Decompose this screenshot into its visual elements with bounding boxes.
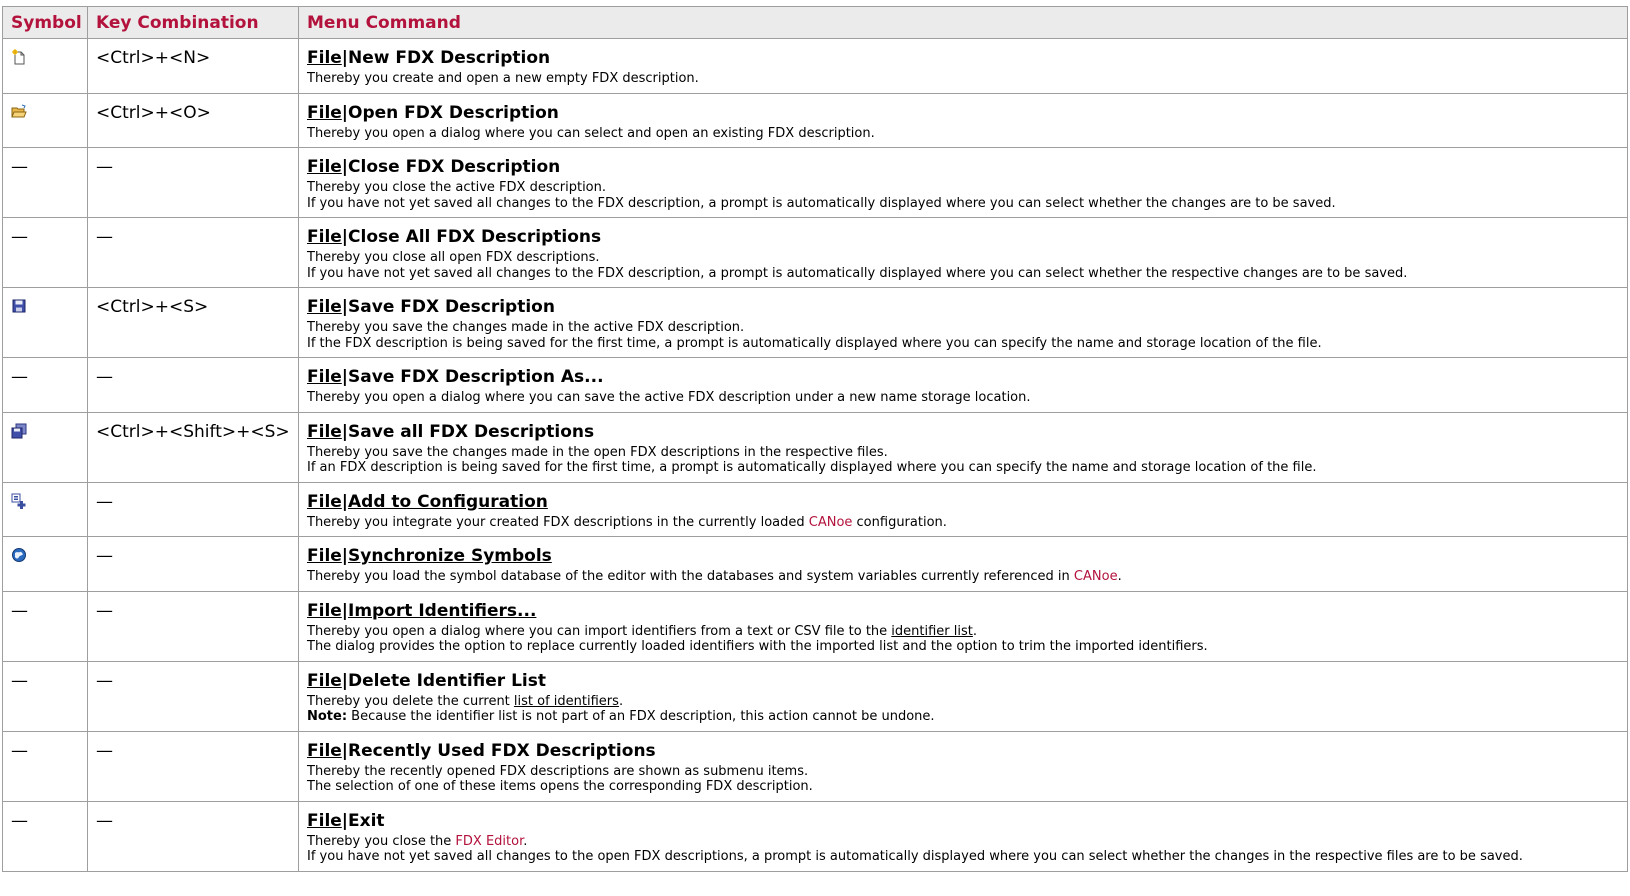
command-description: Thereby you open a dialog where you can import identifiers from a text or CSV file to the identifier list. (307, 623, 978, 639)
menu-name-link[interactable]: File (307, 810, 342, 831)
symbol-none: — (11, 670, 28, 691)
menu-name-link[interactable]: File (307, 157, 342, 177)
command-description: Thereby you close the FDX Editor. (307, 833, 528, 849)
command-description-detail: The dialog provides the option to replace currently loaded identifiers with the imported list and the option to trim the imported identifiers. (307, 639, 1208, 654)
key-combination: — (88, 218, 299, 288)
key-combination: — (88, 148, 299, 218)
symbol-none: — (11, 600, 28, 621)
key-combination: <Ctrl>+<Shift>+<S> (88, 412, 299, 482)
command-description-detail: If you have not yet saved all changes to the FDX description, a prompt is automatically displayed where you can select whether the changes are to be saved. (307, 195, 1336, 211)
menu-command-cell (299, 412, 1628, 482)
menu-command-cell (299, 801, 1628, 871)
menu-separator: | (341, 546, 349, 566)
command-title (307, 157, 1619, 178)
key-combination: <Ctrl>+<N> (88, 39, 299, 94)
command-title (307, 546, 1619, 567)
command-title (307, 671, 1619, 692)
command-title (307, 741, 1619, 762)
menu-name-link[interactable]: File (307, 600, 342, 621)
command-name: Open FDX Description (348, 102, 559, 123)
table-row (3, 358, 1628, 413)
command-description: Thereby you close all open FDX descriptions. (307, 250, 600, 265)
command-description: Thereby you open a dialog where you can save the active FDX description under a new name storage location. (307, 390, 1031, 405)
menu-name-link[interactable]: File (307, 102, 342, 123)
command-name: Save FDX Description (348, 297, 555, 317)
symbol-none: — (11, 367, 28, 387)
menu-command-cell (299, 358, 1628, 413)
menu-command-cell (299, 288, 1628, 358)
key-combination: — (88, 482, 299, 537)
table-header-row (3, 7, 1628, 39)
menu-name-link[interactable]: File (307, 227, 342, 247)
command-description: Thereby you delete the current list of identifiers. (307, 693, 624, 709)
command-name: Save FDX Description As... (348, 367, 604, 387)
symbol-cell (3, 537, 88, 592)
symbol-cell (3, 731, 88, 801)
menu-command-cell (299, 731, 1628, 801)
product-link[interactable]: CANoe (808, 514, 853, 530)
menu-separator: | (341, 367, 349, 387)
table-row (3, 731, 1628, 801)
key-combination: — (88, 358, 299, 413)
symbol-cell (3, 482, 88, 537)
command-name[interactable]: Import Identifiers... (348, 600, 537, 621)
key-combination: <Ctrl>+<S> (88, 288, 299, 358)
symbol-cell (3, 148, 88, 218)
header-menu-command: Menu Command (299, 7, 1628, 39)
table-row (3, 537, 1628, 592)
command-title (307, 227, 1619, 248)
menu-separator: | (341, 740, 349, 761)
command-name: Delete Identifier List (348, 670, 547, 691)
menu-separator: | (341, 491, 349, 512)
table-row (3, 412, 1628, 482)
command-description-detail: If an FDX description is being saved for the first time, a prompt is automatically displayed where you can specify the name and storage location of the file. (307, 460, 1317, 475)
command-description: Thereby you save the changes made in the active FDX description. (307, 320, 745, 335)
menu-name-link[interactable]: File (307, 546, 342, 566)
key-combination: — (88, 731, 299, 801)
command-title (307, 103, 1619, 124)
symbol-cell (3, 218, 88, 288)
new-document-icon (11, 49, 27, 65)
command-title (307, 367, 1619, 388)
menu-command-cell (299, 537, 1628, 592)
command-description-detail: If you have not yet saved all changes to the open FDX descriptions, a prompt is automatically displayed where you can select whether the changes in the respective files are to be saved. (307, 849, 1523, 864)
command-name[interactable]: Synchronize Symbols (348, 546, 552, 566)
symbol-none: — (11, 740, 28, 761)
command-description: Thereby you save the changes made in the open FDX descriptions in the respective files. (307, 444, 888, 460)
menu-separator: | (341, 102, 349, 123)
menu-name-link[interactable]: File (307, 297, 342, 317)
menu-command-cell (299, 482, 1628, 537)
table-row (3, 39, 1628, 94)
floppy-disk-icon (11, 298, 27, 314)
header-symbol: Symbol (3, 7, 88, 39)
command-description-detail: Note: Because the identifier list is not part of an FDX description, this action cannot be undone. (307, 709, 935, 724)
menu-name-link[interactable]: File (307, 670, 342, 691)
key-combination: — (88, 591, 299, 661)
command-name: Recently Used FDX Descriptions (348, 740, 656, 761)
table-row (3, 591, 1628, 661)
menu-separator: | (341, 297, 349, 317)
command-description: Thereby you open a dialog where you can select and open an existing FDX description. (307, 125, 875, 141)
header-key-combination: Key Combination (88, 7, 299, 39)
menu-separator: | (341, 157, 349, 177)
command-description: Thereby you load the symbol database of the editor with the databases and system variables currently referenced in CANoe. (307, 569, 1122, 584)
key-combination: — (88, 801, 299, 871)
symbol-cell (3, 288, 88, 358)
table-row (3, 148, 1628, 218)
save-all-icon (11, 423, 27, 439)
key-combination: — (88, 537, 299, 592)
command-description-detail: If the FDX description is being saved for the first time, a prompt is automatically displayed where you can specify the name and storage location of the file. (307, 335, 1322, 351)
symbol-cell (3, 358, 88, 413)
menu-command-table (2, 6, 1628, 872)
table-row (3, 801, 1628, 871)
table-row (3, 93, 1628, 148)
menu-command-cell (299, 93, 1628, 148)
command-title (307, 297, 1619, 318)
command-name: New FDX Description (348, 48, 551, 68)
command-description-detail: If you have not yet saved all changes to the FDX description, a prompt is automatically displayed where you can select whether the respective changes are to be saved. (307, 265, 1408, 281)
synchronize-globe-icon (11, 547, 27, 563)
menu-name-link[interactable]: File (307, 48, 342, 68)
note-label: Note: (307, 709, 348, 724)
command-name: Close FDX Description (348, 157, 561, 177)
command-title (307, 492, 1619, 513)
command-description: Thereby you close the active FDX description. (307, 180, 606, 195)
key-combination: — (88, 661, 299, 731)
command-name: Save all FDX Descriptions (348, 421, 595, 442)
identifier-list-link[interactable]: list of identifiers (513, 693, 619, 709)
command-title (307, 601, 1619, 622)
menu-name-link[interactable]: File (307, 491, 342, 512)
menu-separator: | (341, 48, 349, 68)
symbol-cell (3, 39, 88, 94)
menu-separator: | (341, 421, 349, 442)
table-row (3, 661, 1628, 731)
menu-command-cell (299, 148, 1628, 218)
menu-command-cell (299, 218, 1628, 288)
command-name: Exit (348, 810, 385, 831)
menu-command-cell (299, 39, 1628, 94)
symbol-cell (3, 591, 88, 661)
menu-name-link[interactable]: File (307, 421, 342, 442)
menu-name-link[interactable]: File (307, 367, 342, 387)
command-description: Thereby you create and open a new empty FDX description. (307, 71, 699, 86)
menu-command-cell (299, 591, 1628, 661)
open-folder-icon (11, 104, 27, 120)
symbol-cell (3, 93, 88, 148)
symbol-none: — (11, 227, 28, 247)
symbol-none: — (11, 157, 28, 177)
command-description: Thereby you integrate your created FDX descriptions in the currently loaded CANoe configuration. (307, 514, 947, 530)
menu-separator: | (341, 600, 349, 621)
table-row (3, 218, 1628, 288)
menu-separator: | (341, 670, 349, 691)
menu-separator: | (341, 810, 349, 831)
command-description-detail: The selection of one of these items opens the corresponding FDX description. (307, 779, 813, 794)
table-row (3, 482, 1628, 537)
command-title (307, 811, 1619, 832)
add-configuration-icon (11, 493, 27, 509)
key-combination: <Ctrl>+<O> (88, 93, 299, 148)
identifier-list-link[interactable]: identifier list (891, 623, 973, 639)
command-name: Close All FDX Descriptions (348, 227, 602, 247)
menu-name-link[interactable]: File (307, 740, 342, 761)
command-description: Thereby the recently opened FDX descriptions are shown as submenu items. (307, 763, 809, 779)
menu-separator: | (341, 227, 349, 247)
product-link[interactable]: CANoe (1073, 569, 1118, 584)
menu-command-cell (299, 661, 1628, 731)
product-link[interactable]: FDX Editor (455, 833, 524, 849)
command-title (307, 48, 1619, 69)
command-title (307, 422, 1619, 443)
symbol-cell (3, 661, 88, 731)
command-name[interactable]: Add to Configuration (348, 491, 548, 512)
symbol-cell (3, 412, 88, 482)
symbol-none: — (11, 810, 28, 831)
table-row (3, 288, 1628, 358)
symbol-cell (3, 801, 88, 871)
